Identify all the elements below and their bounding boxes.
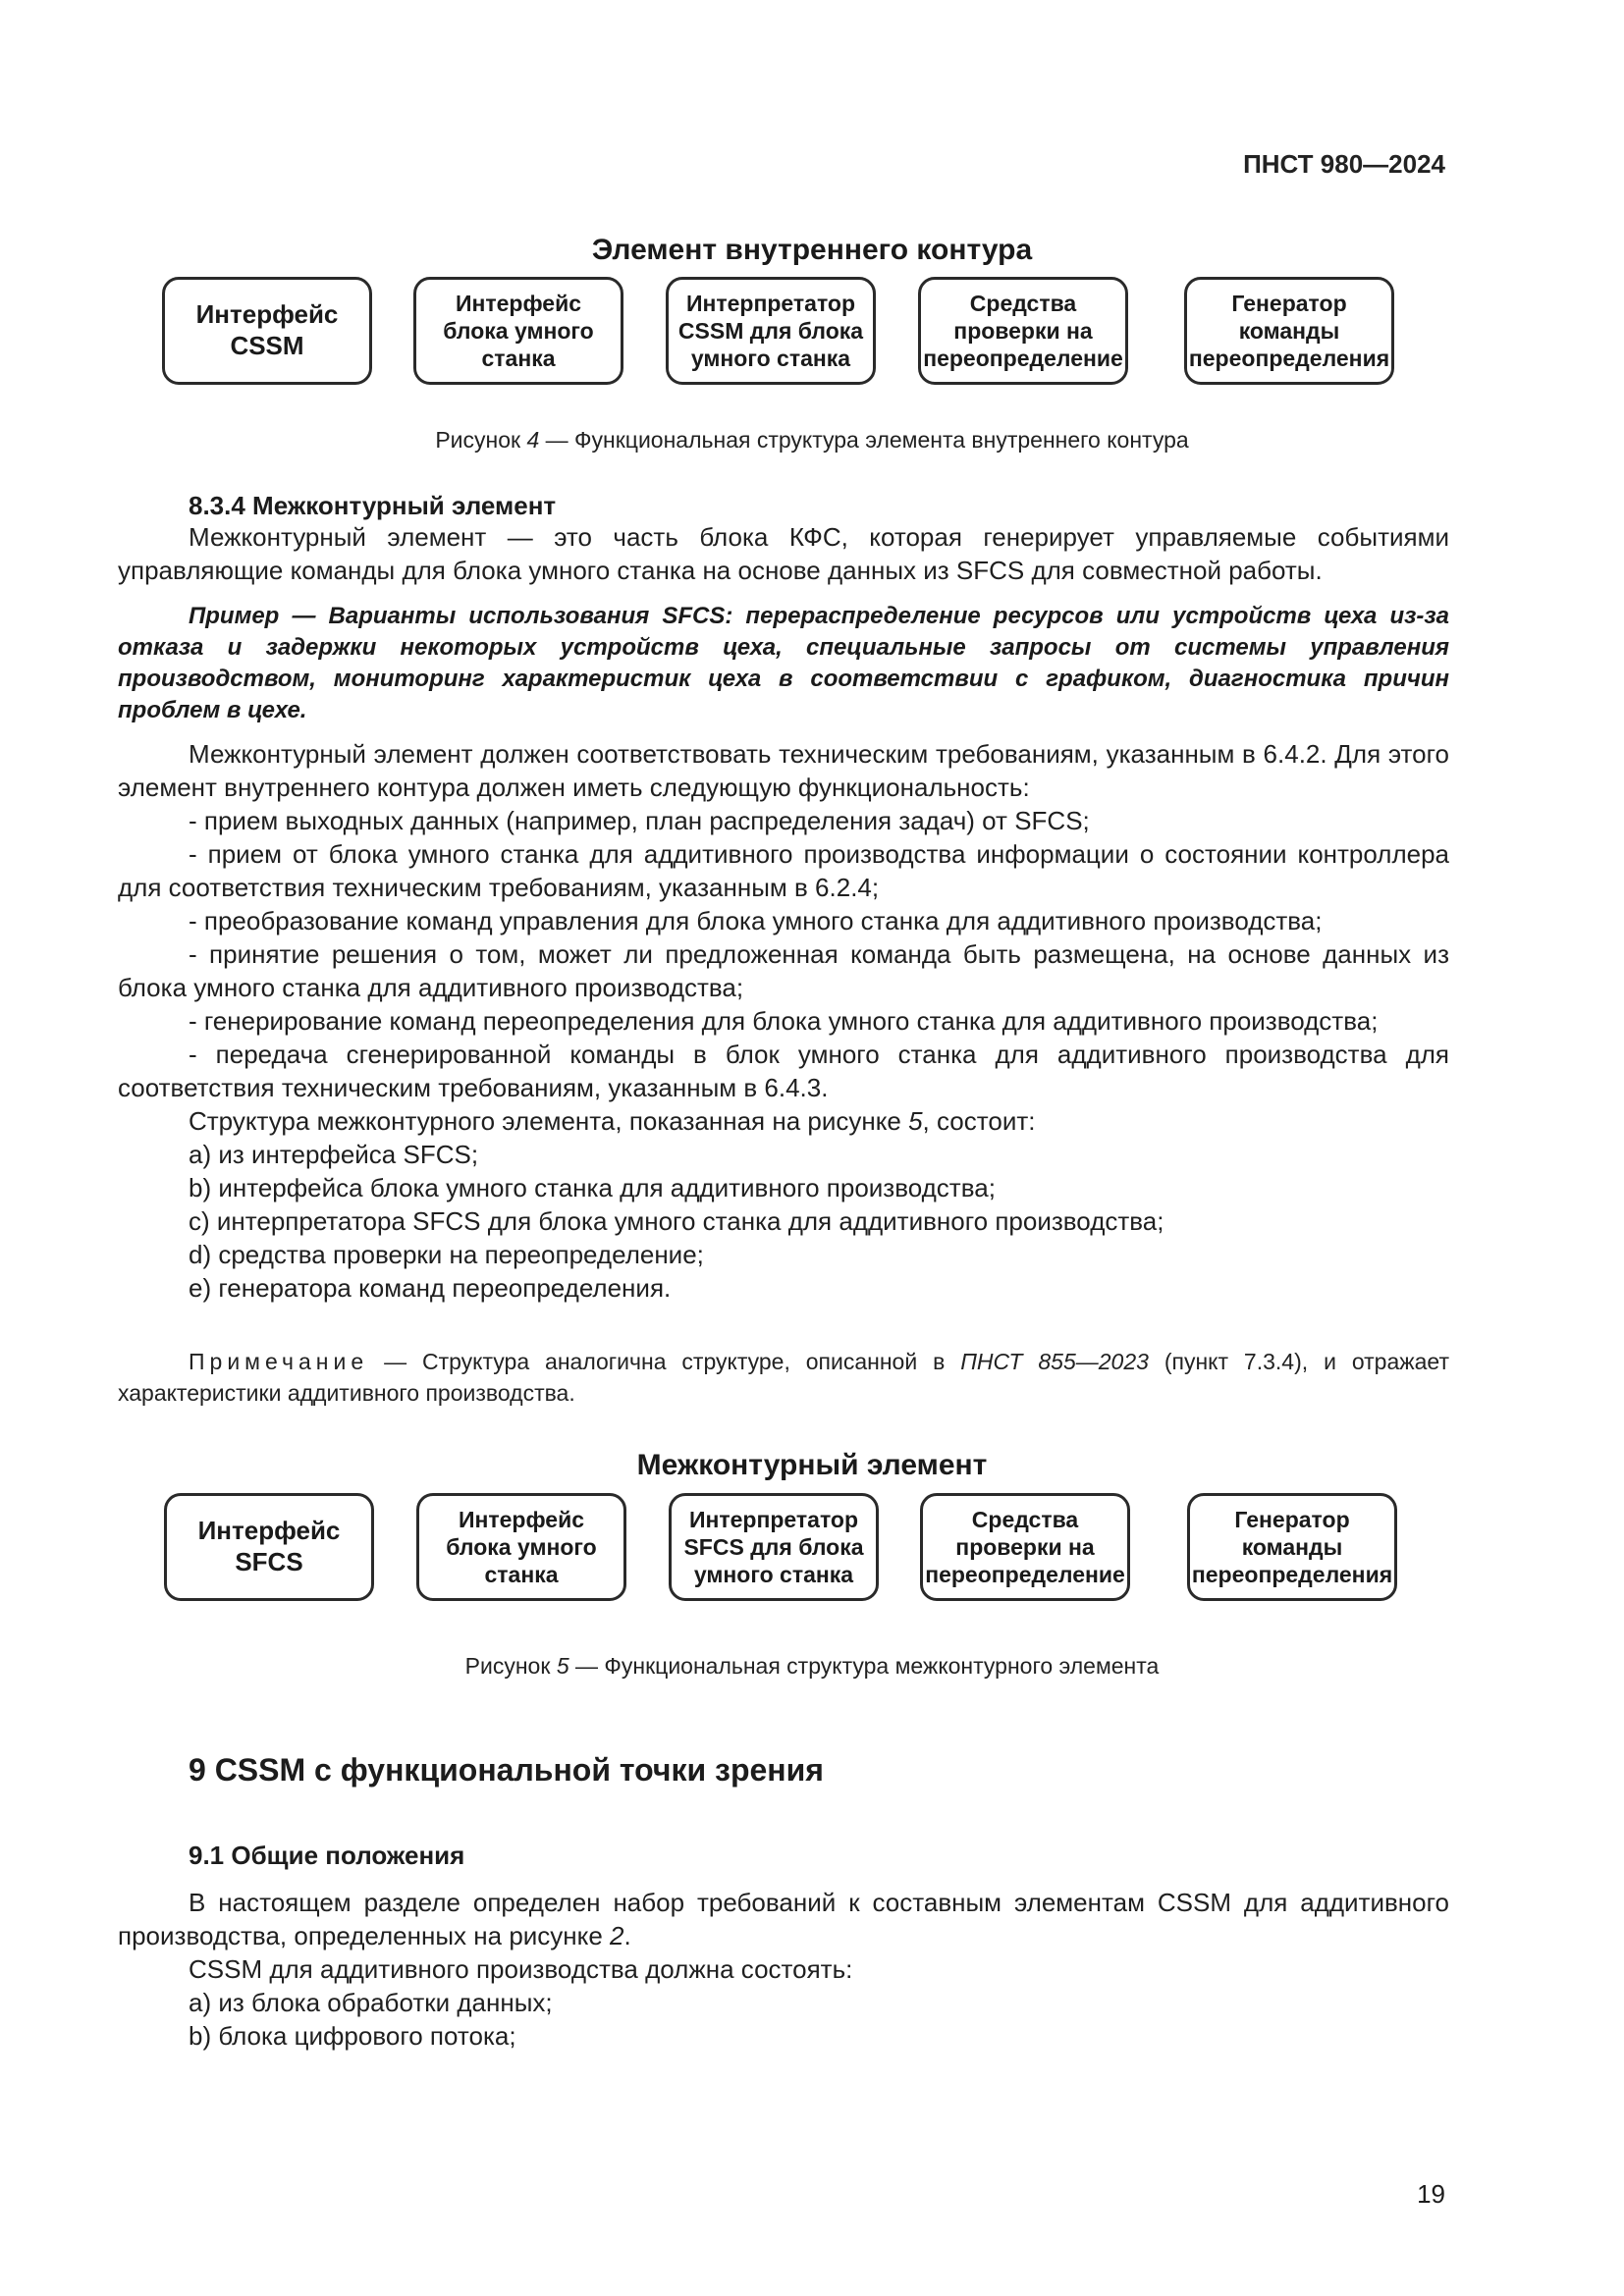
list-item: d) средства проверки на переопределение; bbox=[189, 1240, 704, 1269]
figure5-box-interpreter: Интерпретатор SFCS для блока умного станка bbox=[669, 1493, 879, 1601]
figure4-box-interpreter: Интерпретатор CSSM для блока умного станка bbox=[666, 277, 876, 385]
figure4-title: Элемент внутреннего контура bbox=[591, 234, 1033, 266]
list-item: a) из интерфейса SFCS; bbox=[189, 1140, 479, 1169]
section-91-p1-b: . bbox=[623, 1921, 631, 1950]
figure5-title: Межконтурный элемент bbox=[636, 1449, 988, 1481]
list-item: e) генератора команд переопределения. bbox=[189, 1273, 672, 1303]
dash-item: - прием выходных данных (например, план распределения задач) от SFCS; bbox=[189, 806, 1090, 835]
note-label: Примечание bbox=[189, 1349, 369, 1374]
note-text-b: (пункт 7.3.4), и отражает характеристики аддитивного производства. bbox=[118, 1349, 1449, 1406]
list-item: b) интерфейса блока умного станка для аддитивного производства; bbox=[189, 1173, 996, 1202]
figure4-box-override-check: Средства проверки на переопределение bbox=[918, 277, 1128, 385]
dash-item: - прием от блока умного станка для аддитивного производства информации о состоянии контроллера для соответствия техническим требованиям, указанным в 6.2.4; bbox=[118, 839, 1449, 902]
structure-intro-a: Структура межконтурного элемента, показанная на рисунке bbox=[189, 1106, 909, 1136]
section-91-heading: 9.1 Общие положения bbox=[189, 1841, 465, 1870]
doc-code-header: ПНСТ 980—2024 bbox=[1243, 149, 1445, 179]
figure5-caption-text: — Функциональная структура межконтурного элемента bbox=[568, 1653, 1160, 1679]
figure4-box-override-generator: Генератор команды переопределения bbox=[1184, 277, 1394, 385]
dash-item: - преобразование команд управления для блока умного станка для аддитивного производства; bbox=[189, 906, 1323, 935]
figure5-box-machine-interface: Интерфейс блока умного станка bbox=[416, 1493, 626, 1601]
figure4-caption-text: — Функциональная структура элемента внутреннего контура bbox=[539, 427, 1189, 453]
section-91-p1-num: 2 bbox=[610, 1921, 624, 1950]
section-91-p1-a: В настоящем разделе определен набор требований к составным элементам CSSM для аддитивного производства, определенных на рисунке bbox=[118, 1888, 1449, 1950]
list-item: b) блока цифрового потока; bbox=[189, 2021, 516, 2051]
figure5-caption-num: 5 bbox=[556, 1653, 569, 1679]
section-91-p2: CSSM для аддитивного производства должна состоять: bbox=[189, 1954, 853, 1984]
example-block: Пример — Варианты использования SFCS: перераспределение ресурсов или устройств цеха из-за отказа и задержки некоторых устройств цеха, специальные запросы от системы управления производством, мониторинг характеристик цеха в соответствии с графиком, диагностика причин проблем в цехе. bbox=[118, 603, 1449, 723]
section-834-requirements bbox=[118, 737, 1449, 1305]
structure-intro-b: , состоит: bbox=[922, 1106, 1036, 1136]
page-number: 19 bbox=[1417, 2179, 1445, 2209]
figure4-caption bbox=[0, 427, 1624, 454]
dash-item: - генерирование команд переопределения для блока умного станка для аддитивного производства; bbox=[189, 1006, 1379, 1036]
section-834-p1: Межконтурный элемент — это часть блока КФС, которая генерирует управляемые событиями управляющие команды для блока умного станка на основе данных из SFCS для совместной работы. bbox=[118, 522, 1449, 585]
figure5-caption-prefix: Рисунок bbox=[464, 1653, 557, 1679]
note-block bbox=[118, 1346, 1449, 1409]
figure4-box-machine-interface: Интерфейс блока умного станка bbox=[413, 277, 623, 385]
section-9-heading: 9 CSSM с функциональной точки зрения bbox=[189, 1752, 824, 1788]
figure4-box-cssm-interface: Интерфейс CSSM bbox=[162, 277, 372, 385]
section-91-p1 bbox=[118, 1886, 1449, 1952]
figure5-diagram bbox=[0, 1493, 1624, 1607]
figure5-box-sfcs-interface: Интерфейс SFCS bbox=[164, 1493, 374, 1601]
list-item: c) интерпретатора SFCS для блока умного станка для аддитивного производства; bbox=[189, 1206, 1164, 1236]
list-item: a) из блока обработки данных; bbox=[189, 1988, 553, 2017]
figure5-box-override-generator: Генератор команды переопределения bbox=[1187, 1493, 1397, 1601]
figure5-box-override-check: Средства проверки на переопределение bbox=[920, 1493, 1130, 1601]
figure4-caption-num: 4 bbox=[526, 427, 540, 453]
figure4-caption-prefix: Рисунок bbox=[435, 427, 527, 453]
dash-item: - принятие решения о том, может ли предложенная команда быть размещена, на основе данных из блока умного станка для аддитивного производства; bbox=[118, 939, 1449, 1002]
section-834-p2: Межконтурный элемент должен соответствовать техническим требованиям, указанным в 6.4.2. Для этого элемент внутреннего контура должен иметь следующую функциональность: bbox=[118, 739, 1449, 802]
note-reference: ПНСТ 855—2023 bbox=[960, 1349, 1149, 1374]
section-834-heading: 8.3.4 Межконтурный элемент bbox=[189, 491, 557, 520]
structure-intro-num: 5 bbox=[908, 1106, 923, 1136]
figure4-diagram bbox=[0, 277, 1624, 391]
figure5-caption bbox=[0, 1653, 1624, 1680]
section-91-body bbox=[118, 1886, 1449, 2053]
note-text-a: — Структура аналогична структуре, описанной в bbox=[368, 1349, 961, 1374]
dash-item: - передача сгенерированной команды в блок умного станка для аддитивного производства для соответствия техническим требованиям, указанным в 6.4.3. bbox=[118, 1040, 1449, 1102]
section-834-body bbox=[118, 520, 1449, 587]
structure-intro bbox=[118, 1104, 1449, 1138]
